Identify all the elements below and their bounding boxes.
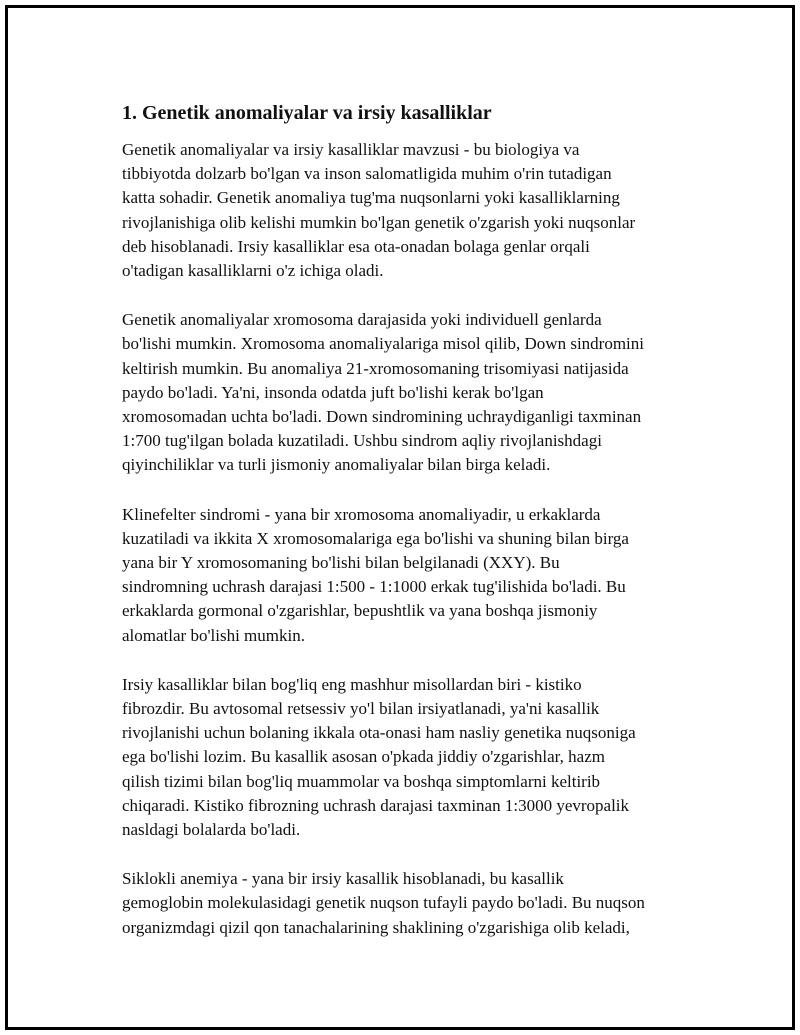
document-body: [122, 100, 722, 965]
section-heading: 1. Genetik anomaliyalar va irsiy kasalliklar: [122, 102, 492, 124]
text-line: 1:700 tug'ilgan bolada kuzatiladi. Ushbu sindrom aqliy rivojlanishdagi: [122, 431, 602, 451]
text-line: kuzatiladi va ikkita X xromosomalariga ega bo'lishi va shuning bilan birga: [122, 528, 629, 548]
text-line: Genetik anomaliyalar va irsiy kasalliklar mavzusi - bu biologiya va: [122, 140, 580, 159]
text-line: tibbiyotda dolzarb bo'lgan va inson salomatligida muhim o'rin tutadigan: [122, 164, 612, 184]
text-line: rivojlanishi uchun bolaning ikkala ota-onasi ham nasliy genetika nuqsoniga: [122, 723, 636, 743]
paragraph-klinefelter: [122, 503, 722, 648]
text-line: paydo bo'ladi. Ya'ni, insonda odatda juft bo'lishi kerak bo'lgan: [122, 382, 544, 402]
text-line: xromosomadan uchta bo'ladi. Down sindromining uchraydiganligi taxminan: [122, 407, 642, 427]
text-line: bo'lishi mumkin. Xromosoma anomaliyalariga misol qilib, Down sindromini: [122, 334, 644, 354]
text-line: o'tadigan kasalliklarni o'z ichiga oladi.: [122, 261, 384, 281]
text-line: Klinefelter sindromi - yana bir xromosoma anomaliyadir, u erkaklarda: [122, 504, 601, 524]
paragraph-intro: [122, 138, 722, 283]
text-line: organizmdagi qizil qon tanachalarining shaklining o'zgarishiga olib keladi,: [122, 917, 630, 937]
paragraph-sickle-cell: [122, 867, 722, 940]
text-line: erkaklarda gormonal o'zgarishlar, bepushtlik va yana boshqa jismoniy: [122, 601, 598, 621]
text-line: fibrozdir. Bu avtosomal retsessiv yo'l bilan irsiyatlanadi, ya'ni kasallik: [122, 699, 600, 719]
text-line: deb hisoblanadi. Irsiy kasalliklar esa ota-onadan bolaga genlar orqali: [122, 236, 590, 256]
text-line: sindromning uchrash darajasi 1:500 - 1:1000 erkak tug'ilishida bo'ladi. Bu: [122, 577, 626, 597]
text-line: Siklokli anemiya - yana bir irsiy kasallik hisoblanadi, bu kasallik: [122, 869, 564, 889]
text-line: ega bo'lishi lozim. Bu kasallik asosan o'pkada jiddiy o'zgarishlar, hazm: [122, 747, 605, 767]
text-line: qiyinchiliklar va turli jismoniy anomaliyalar bilan birga keladi.: [122, 455, 551, 475]
text-line: Irsiy kasalliklar bilan bog'liq eng mashhur misollardan biri - kistiko: [122, 674, 582, 694]
text-line: Genetik anomaliyalar xromosoma darajasida yoki individuell genlarda: [122, 310, 602, 330]
paragraph-down-syndrome: [122, 308, 722, 477]
text-line: gemoglobin molekulasidagi genetik nuqson tufayli paydo bo'ladi. Bu nuqson: [122, 893, 645, 913]
text-line: chiqaradi. Kistiko fibrozning uchrash darajasi taxminan 1:3000 yevropalik: [122, 795, 630, 815]
text-line: qilish tizimi bilan bog'liq muammolar va boshqa simptomlarni keltirib: [122, 771, 601, 791]
text-line: nasldagi bolalarda bo'ladi.: [122, 820, 301, 840]
text-line: rivojlanishiga olib kelishi mumkin bo'lgan genetik o'zgarish yoki nuqsonlar: [122, 212, 636, 232]
text-line: keltirish mumkin. Bu anomaliya 21-xromosomaning trisomiyasi natijasida: [122, 358, 629, 378]
page-frame: [5, 5, 795, 1030]
text-line: alomatlar bo'lishi mumkin.: [122, 625, 305, 645]
paragraph-cystic-fibrosis: [122, 673, 722, 842]
text-line: yana bir Y xromosomaning bo'lishi bilan belgilanadi (XXY). Bu: [122, 553, 560, 573]
text-line: katta sohadir. Genetik anomaliya tug'ma nuqsonlarni yoki kasalliklarning: [122, 188, 620, 208]
